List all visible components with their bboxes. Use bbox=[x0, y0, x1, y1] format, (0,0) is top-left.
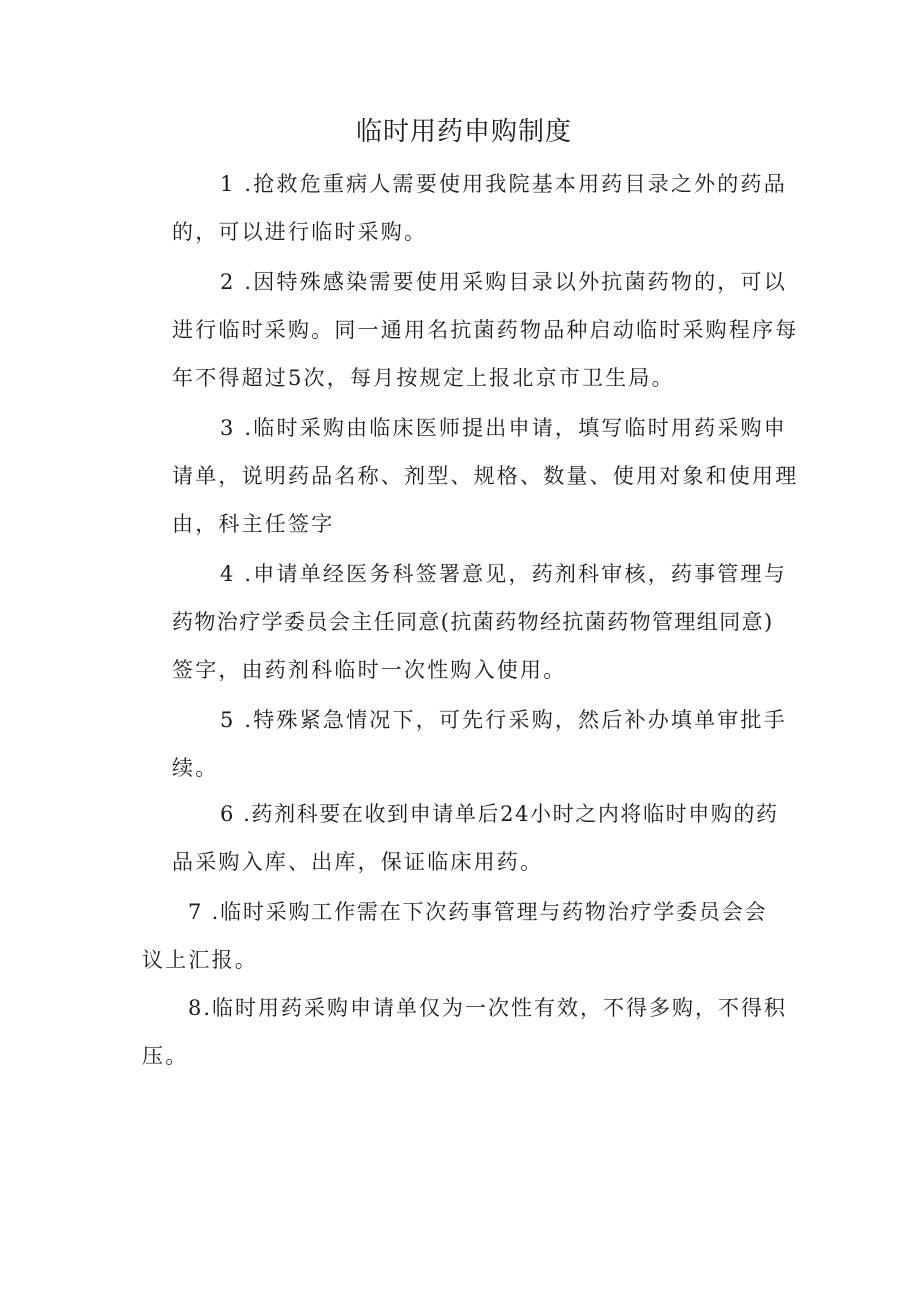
rule-item-6-line-1: 6 .药剂科要在收到申请单后24小时之内将临时申购的药 bbox=[220, 802, 779, 826]
rule-item-3-line-3: 由，科主任签字 bbox=[172, 512, 335, 536]
rule-item-1-line-1: 1 .抢救危重病人需要使用我院基本用药目录之外的药品 bbox=[220, 172, 787, 196]
rule-item-3 bbox=[172, 404, 799, 548]
rule-item-4 bbox=[172, 550, 794, 694]
rule-item-6-line-2: 品采购入库、出库，保证临床用药。 bbox=[172, 850, 544, 874]
rule-item-7 bbox=[142, 888, 794, 984]
rule-item-3-line-2: 请单，说明药品名称、剂型、规格、数量、使用对象和使用理 bbox=[172, 464, 799, 488]
rule-item-8 bbox=[142, 984, 794, 1080]
rule-item-4-line-1: 4 .申请单经医务科签署意见，药剂科审核，药事管理与 bbox=[220, 562, 787, 586]
rule-item-7-line-2: 议上汇报。 bbox=[142, 948, 258, 972]
rule-item-7-line-1: 7 .临时采购工作需在下次药事管理与药物治疗学委员会会 bbox=[188, 900, 768, 924]
rule-item-2-line-1: 2 .因特殊感染需要使用采购目录以外抗菌药物的，可以 bbox=[220, 270, 787, 294]
rule-item-5 bbox=[172, 696, 794, 792]
rule-item-3-line-1: 3 .临时采购由临床医师提出申请，填写临时用药采购申 bbox=[220, 416, 787, 440]
rule-item-6 bbox=[172, 790, 794, 886]
rule-item-4-line-3: 签字，由药剂科临时一次性购入使用。 bbox=[172, 658, 567, 682]
rule-item-4-line-2: 药物治疗学委员会主任同意(抗菌药物经抗菌药物管理组同意) bbox=[172, 610, 774, 634]
rule-item-8-line-1: 8.临时用药采购申请单仅为一次性有效，不得多购，不得积 bbox=[188, 996, 788, 1020]
document-title: 临时用药申购制度 bbox=[355, 117, 572, 147]
rule-item-1 bbox=[172, 160, 794, 256]
rule-item-2-line-3: 年不得超过5次，每月按规定上报北京市卫生局。 bbox=[172, 366, 675, 390]
rule-item-1-line-2: 的，可以进行临时采购。 bbox=[172, 220, 428, 244]
rule-item-8-line-2: 压。 bbox=[142, 1044, 189, 1068]
rule-item-2 bbox=[172, 258, 799, 402]
rule-item-2-line-2: 进行临时采购。同一通用名抗菌药物品种启动临时采购程序每 bbox=[172, 318, 799, 342]
rule-item-5-line-2: 续。 bbox=[172, 756, 219, 780]
rule-item-5-line-1: 5 .特殊紧急情况下，可先行采购，然后补办填单审批手 bbox=[220, 708, 787, 732]
